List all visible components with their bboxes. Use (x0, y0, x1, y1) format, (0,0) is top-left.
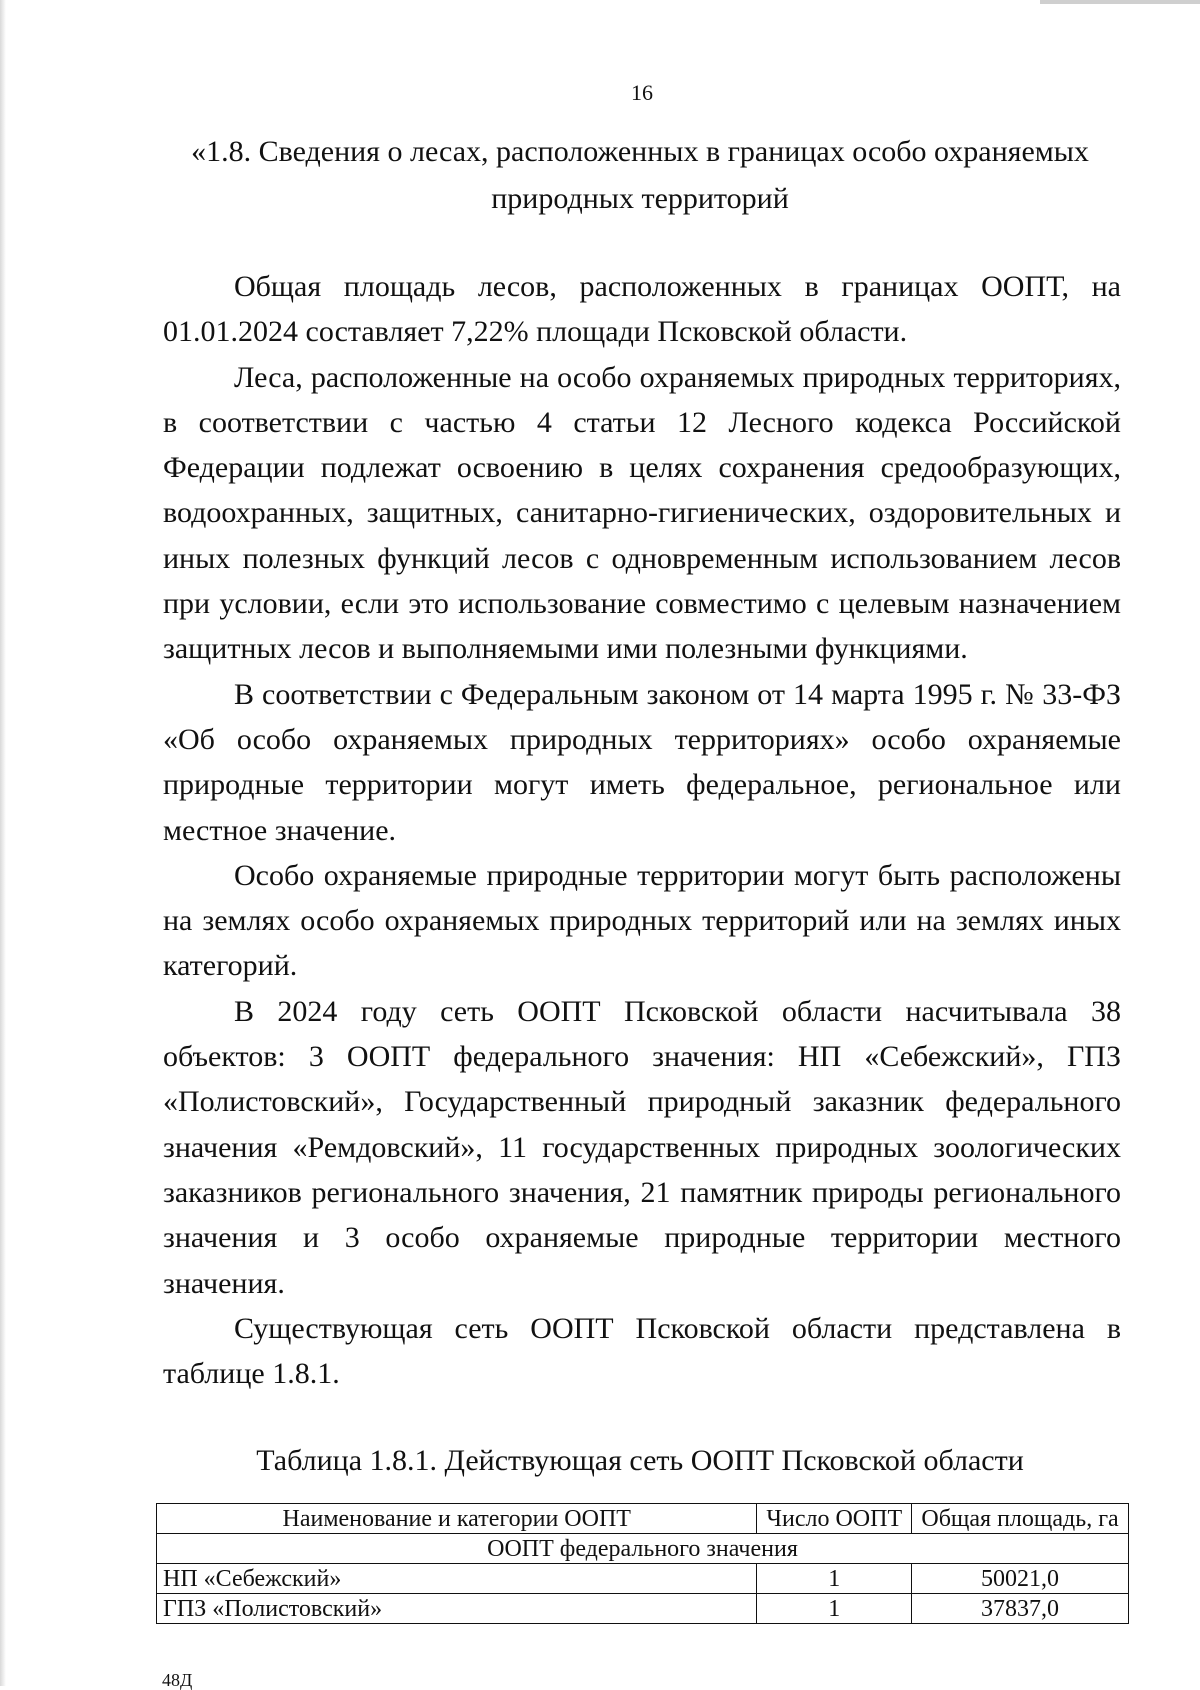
oopt-table (156, 1503, 1129, 1624)
table-header-area: Общая площадь, га (912, 1504, 1129, 1534)
section-title-line-1: «1.8. Сведения о лесах, расположенных в границах особо охраняемых (191, 135, 1089, 168)
table-row (157, 1564, 1129, 1594)
table-cell-count: 1 (757, 1594, 912, 1624)
section-title (160, 128, 1120, 222)
section-title-line-2: природных территорий (491, 182, 789, 215)
table-header-row (157, 1504, 1129, 1534)
body-text (163, 264, 1121, 1396)
table-caption: Таблица 1.8.1. Действующая сеть ООПТ Псковской области (256, 1444, 1024, 1477)
table-cell-name: ГПЗ «Полистовский» (157, 1594, 757, 1624)
table-section-federal: ООПТ федерального значения (157, 1534, 1129, 1564)
table-cell-area: 37837,0 (912, 1594, 1129, 1624)
table-header-name: Наименование и категории ООПТ (157, 1504, 757, 1534)
table-cell-area: 50021,0 (912, 1564, 1129, 1594)
paragraph: В соответствии с Федеральным законом от 14 марта 1995 г. № 33-ФЗ «Об особо охраняемых природных территориях» особо охраняемые природные территории могут иметь федеральное, региональное или местное значение. (163, 677, 1121, 847)
table-header-count: Число ООПТ (757, 1504, 912, 1534)
paragraph: В 2024 году сеть ООПТ Псковской области насчитывала 38 объектов: 3 ООПТ федерального значения: НП «Себежский», ГПЗ «Полистовский», Государственный природный заказник федерального значения «Ремдовский», 11 государственных природных зоологических заказников регионального значения, 21 памятник природы регионального значения и 3 особо охраняемые природные территории местного значения. (163, 994, 1121, 1300)
table-cell-name: НП «Себежский» (157, 1564, 757, 1594)
page-number: 16 (631, 80, 653, 105)
paragraph: Существующая сеть ООПТ Псковской области представлена в таблице 1.8.1. (163, 1311, 1121, 1391)
paragraph: Общая площадь лесов, расположенных в границах ООПТ, на 01.01.2024 составляет 7,22% площади Псковской области. (163, 270, 1121, 349)
footer-code: 48Д (162, 1670, 193, 1690)
scan-edge-top (1040, 0, 1200, 4)
paragraph: Особо охраняемые природные территории могут быть расположены на землях особо охраняемых природных территорий или на землях иных категорий. (163, 858, 1121, 983)
table-cell-count: 1 (757, 1564, 912, 1594)
table-section-row (157, 1534, 1129, 1564)
scan-edge-left (0, 0, 6, 1686)
table-row (157, 1594, 1129, 1624)
paragraph: Леса, расположенные на особо охраняемых природных территориях, в соответствии с частью 4 статьи 12 Лесного кодекса Российской Федерации подлежат освоению в целях сохранения средообразующих, водоохранных, защитных, санитарно-гигиенических, оздоровительных и иных полезных функций лесов с одновременным использованием лесов при условии, если это использование совместимо с целевым назначением защитных лесов и выполняемыми ими полезными функциями. (163, 360, 1121, 666)
